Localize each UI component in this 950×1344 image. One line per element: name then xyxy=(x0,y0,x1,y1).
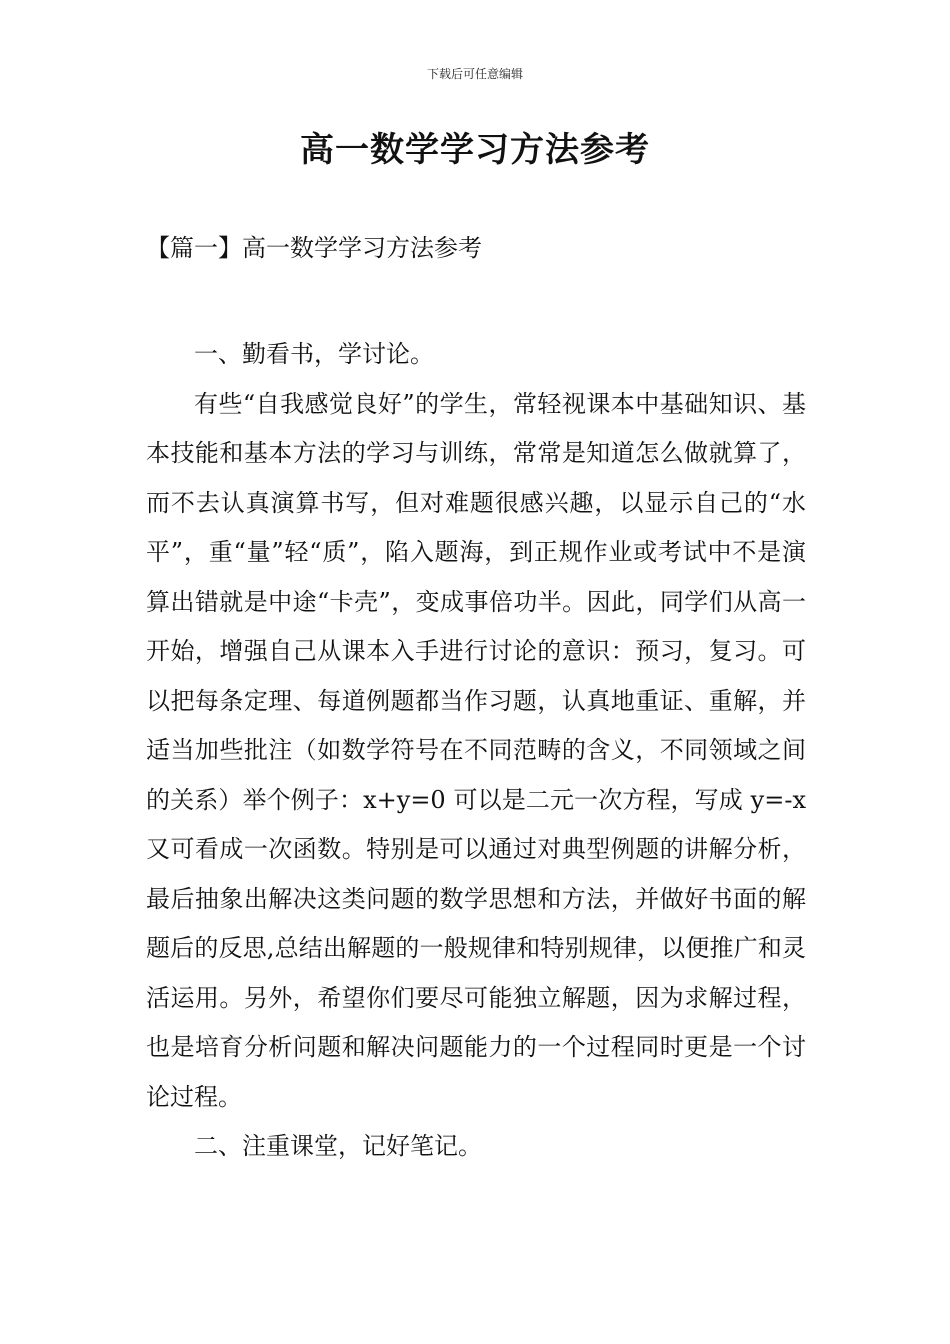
sub-heading-2: 二、注重课堂，记好笔记。 xyxy=(194,1132,482,1160)
sub-heading-1: 一、勤看书，学讨论。 xyxy=(194,340,434,368)
section-heading: 【篇一】高一数学学习方法参考 xyxy=(146,234,482,262)
document-title: 高一数学学习方法参考 xyxy=(300,130,650,170)
header-note: 下载后可任意编辑 xyxy=(426,67,523,81)
paragraph-1: 有些“自我感觉良好”的学生，常轻视课本中基础知识、基本技能和基本方法的学习与训练，常常是知道怎么做就算了，而不去认真演算书写，但对难题很感兴趣，以显示自己的“水平”，重“量”轻“质”，陷入题海，到正规作业或考试中不是演算出错就是中途“卡壳”，变成事倍功半。因此，同学们从高一开始，增强自己从课本入手进行讨论的意识：预习，复习。可以把每条定理、每道例题都当作习题，认真地重证、重解，并适当加些批注（如数学符号在不同范畴的含义，不同领域之间的关系）举个例子：x+y=0 可以是二元一次方程，写成 y=-x 又可看成一次函数。特别是可以通过对典型例题的讲解分析，最后抽象出解决这类问题的数学思想和方法，并做好书面的解题后的反思,总结出解题的一般规律和特别规律，以便推广和灵活运用。另外，希望你们要尽可能独立解题，因为求解过程，也是培育分析问题和解决问题能力的一个过程同时更是一个讨论过程。 xyxy=(146,389,806,1111)
document-body xyxy=(146,330,806,1172)
